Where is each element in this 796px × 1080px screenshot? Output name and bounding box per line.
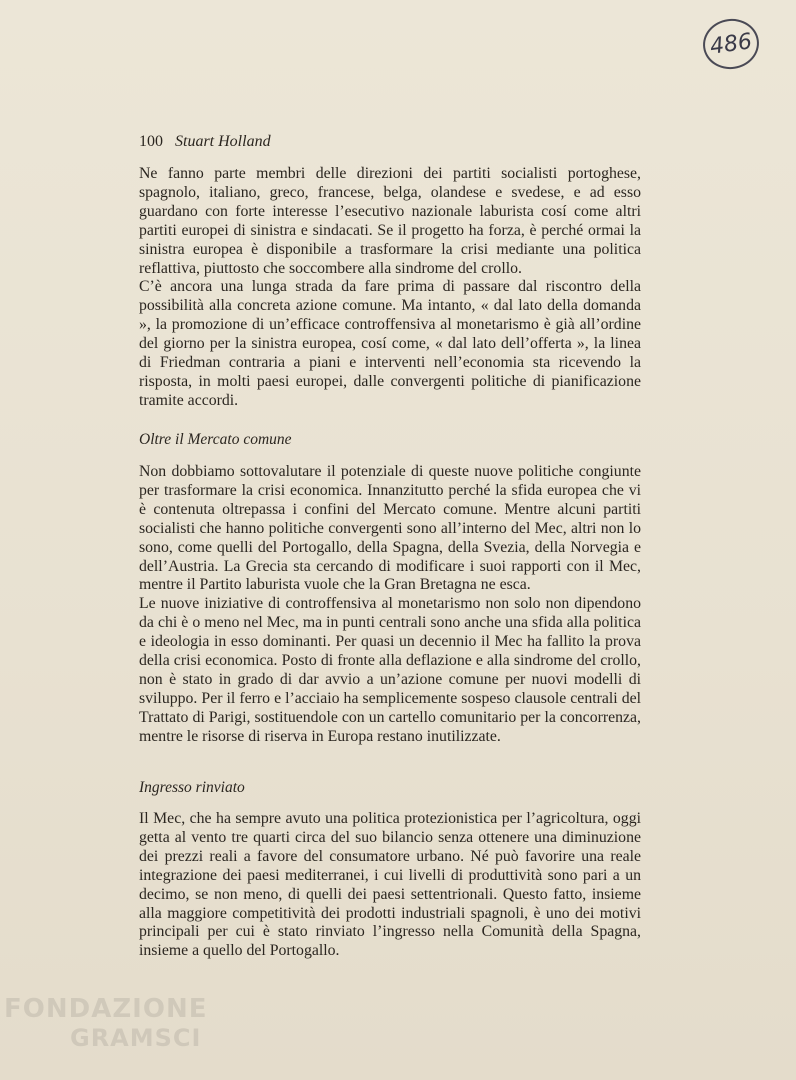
running-header bbox=[139, 133, 271, 151]
body-section-2 bbox=[139, 463, 641, 747]
archive-stamp bbox=[700, 15, 762, 72]
paragraph-5: Il Mec, che ha sempre avuto una politica protezionistica per l’agricoltura, oggi getta al vento tre quarti circa del suo bilancio senza ottenere una diminuzione dei prezzi reali a favore del consumatore urbano. Né può favorire una reale integrazione dei paesi mediterranei, i cui livelli di produttività sono pari a un decimo, se non meno, di quelli dei paesi settentrionali. Questo fatto, insieme alla maggiore competitività dei prodotti industriali spagnoli, è uno dei motivi principali per cui è stato rinviato l’ingresso nella Comunità della Spagna, insieme a quello del Portogallo. bbox=[139, 810, 641, 960]
watermark-line-2: GRAMSCI bbox=[70, 1024, 202, 1052]
archive-stamp-number: 486 bbox=[708, 28, 754, 60]
watermark-logo bbox=[0, 990, 210, 1070]
paragraph-1: Ne fanno parte membri delle direzioni dei partiti socialisti portoghese, spagnolo, italiano, greco, francese, belga, olandese e svedese, e ad esso guardano con forte interesse l’esecutivo nazionale laburista cosí come altri partiti europei di sinistra e sindacati. Se il progetto ha forza, è perché ormai la sinistra europea è disponibile a trasformare la crisi mediante una politica reflattiva, piuttosto che soccombere alla sindrome del crollo. bbox=[139, 165, 641, 277]
paragraph-2: C’è ancora una lunga strada da fare prima di passare dal riscontro della possibilità alla concreta azione comune. Ma intanto, « dal lato della domanda », la promozione di un’efficace controffensiva al monetarismo è già all’ordine del giorno per la sinistra europea, cosí come, « dal lato dell’offerta », la linea di Friedman contraria a piani e interventi nell’economia sta ricevendo la risposta, in molti paesi europei, dalle convergenti politiche di pianificazione tramite accordi. bbox=[139, 278, 641, 409]
section-heading-oltre: Oltre il Mercato comune bbox=[139, 431, 292, 448]
section-heading-ingresso: Ingresso rinviato bbox=[139, 779, 245, 796]
paragraph-4: Le nuove iniziative di controffensiva al monetarismo non solo non dipendono da chi è o meno nel Mec, ma in punti centrali sono anche una sfida alla politica e ideologia in esso dominanti. Per quasi un decennio il Mec ha fallito la prova della crisi economica. Posto di fronte alla deflazione e alla sindrome del crollo, non è stato in grado di dar avvio a un’azione comune per nuovi modelli di sviluppo. Per il ferro e l’acciaio ha semplicemente sospeso clausole centrali del Trattato di Parigi, sostituendole con un cartello comunitario per la concorrenza, mentre le risorse di riserva in Europa restano inutilizzate. bbox=[139, 595, 641, 745]
body-section-1 bbox=[139, 165, 641, 411]
watermark-line-1: FONDAZIONE bbox=[4, 994, 208, 1024]
running-header-author: Stuart Holland bbox=[175, 133, 271, 150]
body-section-3 bbox=[139, 810, 641, 961]
page-number: 100 bbox=[139, 133, 163, 150]
paragraph-3: Non dobbiamo sottovalutare il potenziale di queste nuove politiche congiunte per trasformare la crisi economica. Innanzitutto perché la sfida europea che vi è contenuta oltrepassa i confini del Mercato comune. Mentre alcuni partiti socialisti che hanno politiche convergenti sono all’interno del Mec, altri non lo sono, come quelli del Portogallo, della Spagna, della Svezia, della Norvegia e dell’Austria. La Grecia sta cercando di modificare i suoi rapporti con il Mec, mentre il Partito laburista vuole che la Gran Bretagna ne esca. bbox=[139, 463, 641, 594]
